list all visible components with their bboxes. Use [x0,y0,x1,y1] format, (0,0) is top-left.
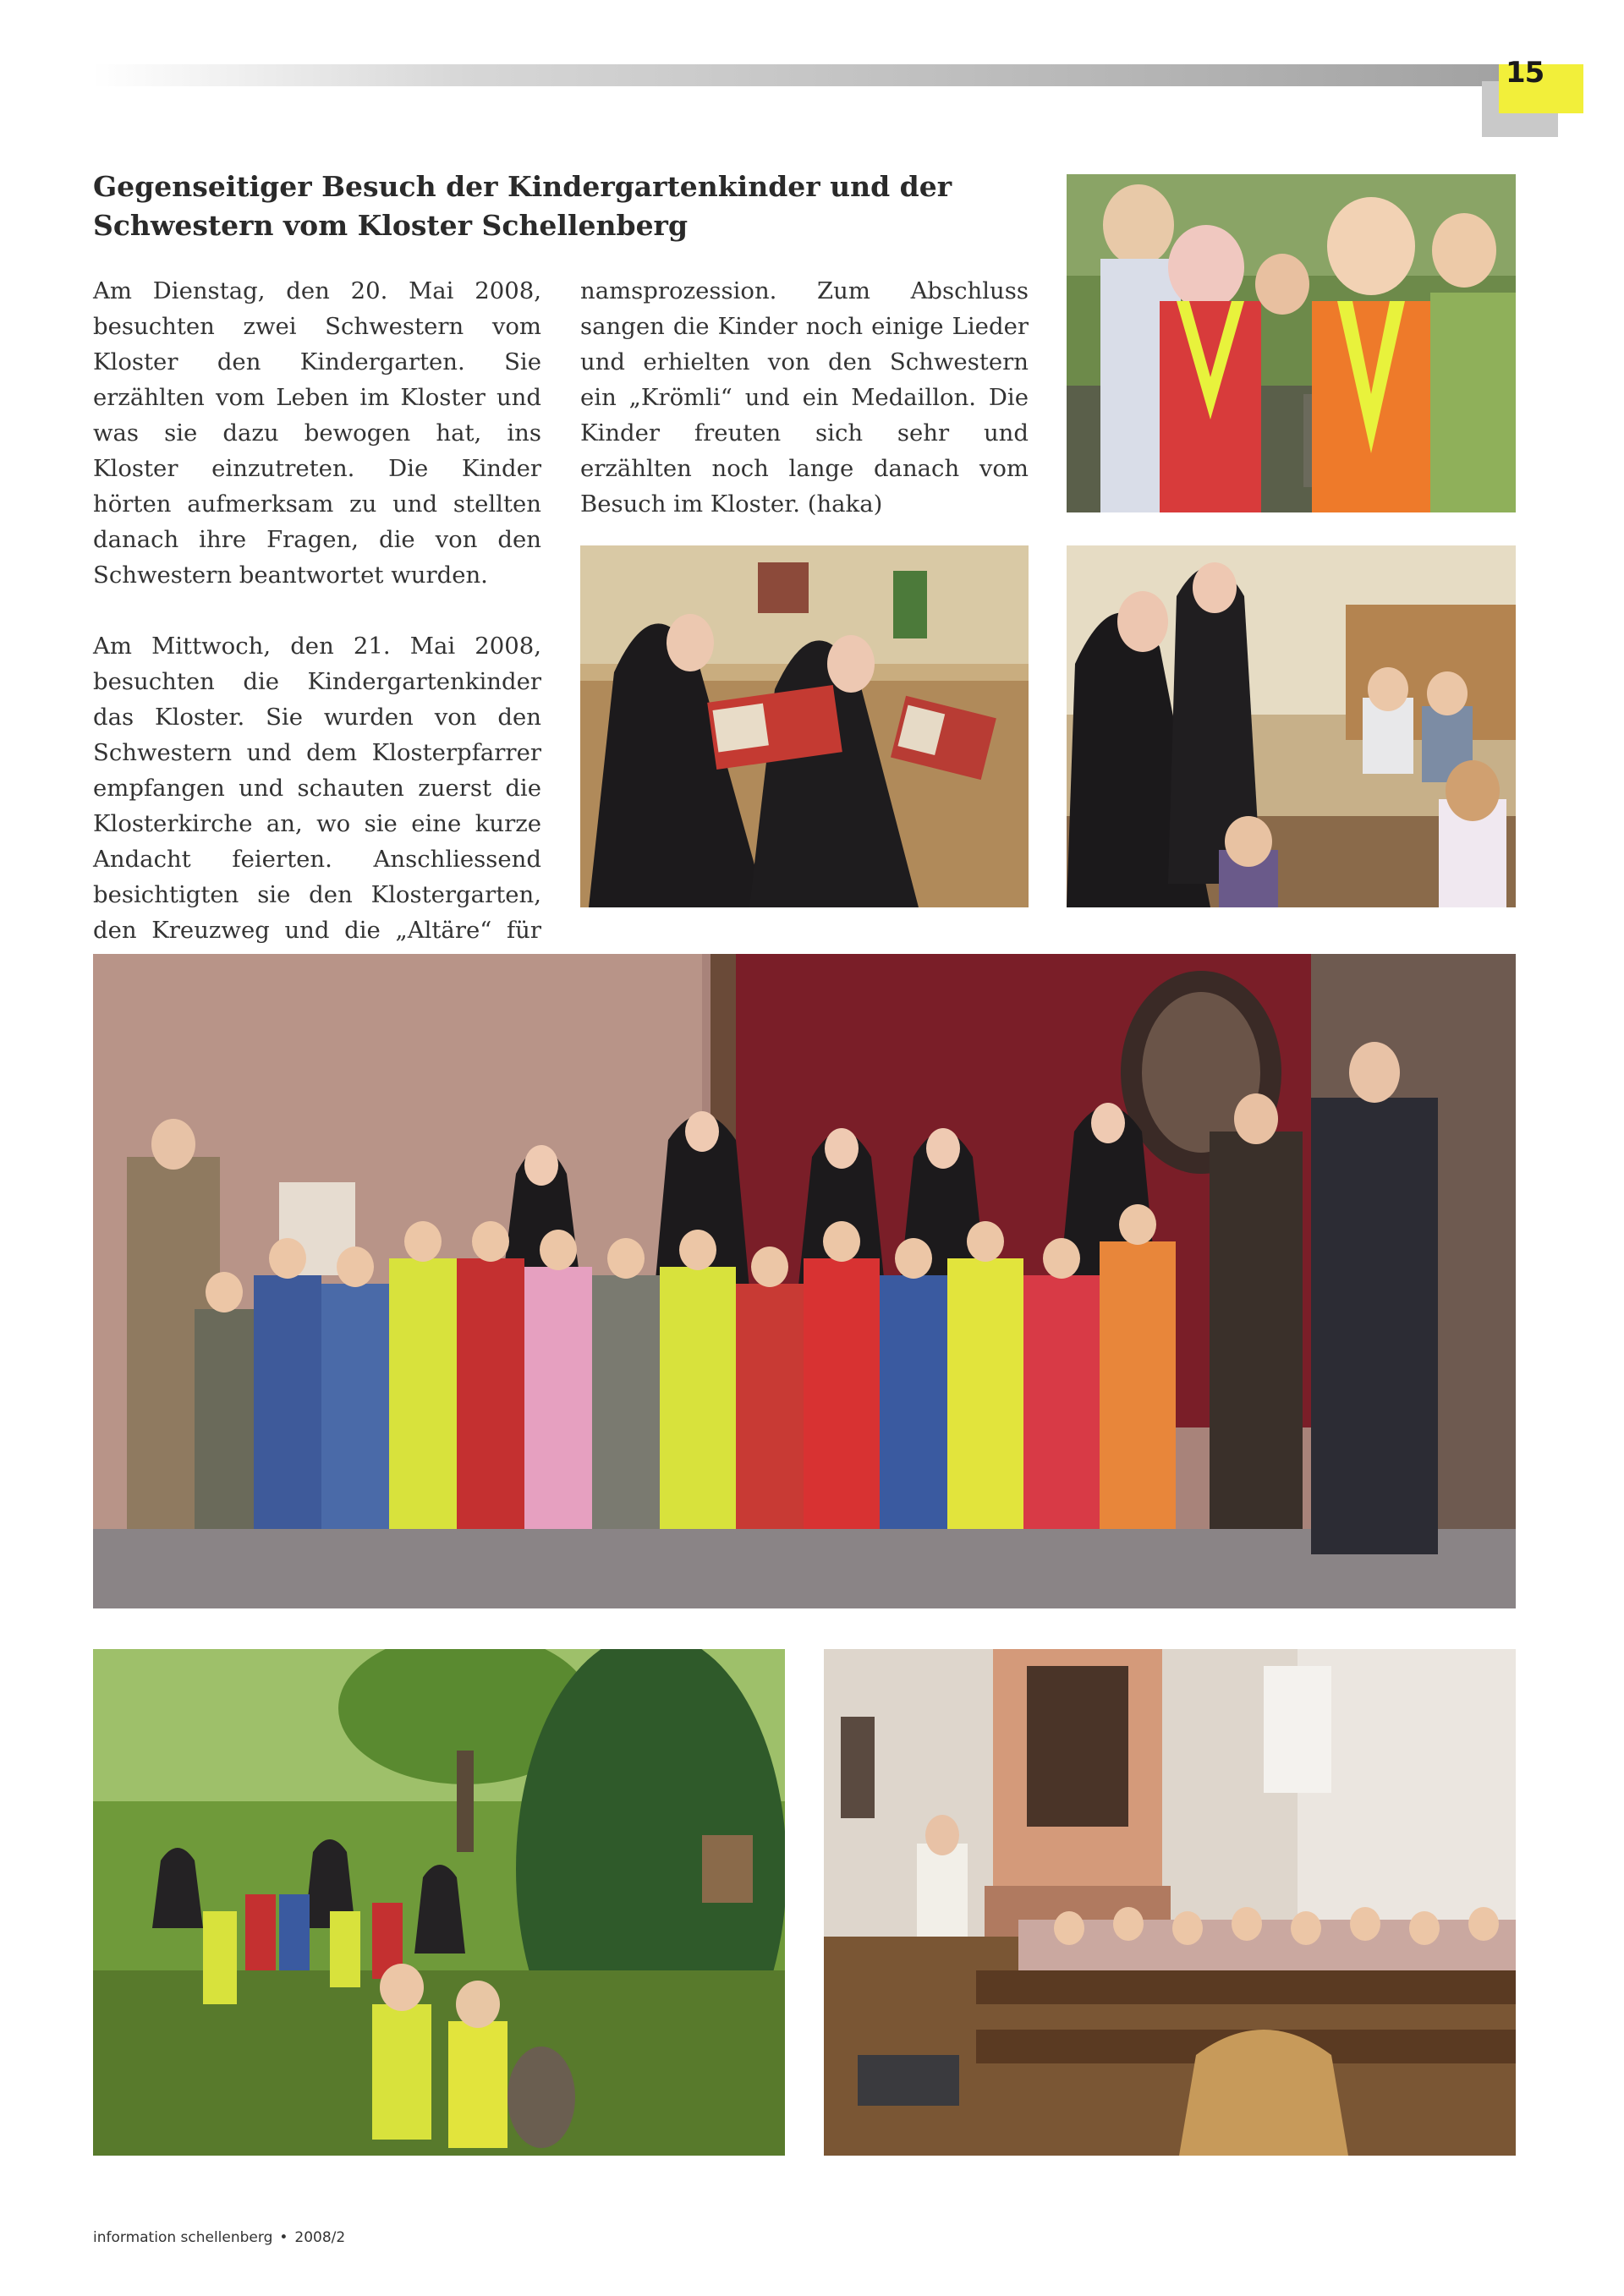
photo-children-outdoors [1067,174,1516,512]
photo-children-walking-meadow [93,1649,785,2156]
photo-group-in-front-of-kloster [93,954,1516,1608]
text-column-left [93,273,541,984]
photo-children-in-chapel [824,1649,1516,2156]
paragraph-visit-kloster: Am Mittwoch, den 21. Mai 2008, besuchten die Kindergartenkinder das Kloster. Sie wurden von den Schwestern und dem Klosterpfarrer empfangen und schauten zuerst die Klosterkirche an, wo sie eine kurze Andacht feierten. Anschliessend besichtigten sie den Klostergarten, den Kreuzweg und die „Altäre“ für [93,633,541,944]
footer-publication: information schellenberg [93,2229,273,2246]
article-title: Gegenseitiger Besuch der Kindergartenkinder und der Schwestern vom Kloster Schellenberg [93,170,952,242]
page-number: 15 [1506,56,1544,90]
paragraph-visit-kindergarten: Am Dienstag, den 20. Mai 2008, besuchten zwei Schwestern vom Kloster den Kindergarten. Sie erzählten vom Leben im Kloster und was sie dazu bewogen hat, ins Kloster einzutreten. Die Kinder hörten aufmerksam zu und stellten danach ihre Fragen, die von den Schwestern beantwortet wurden. [93,277,541,589]
photo-sisters-with-booklet [580,545,1029,907]
footer-separator: • [279,2229,288,2246]
footer [93,2229,345,2246]
photo-sisters-greeting-children [1067,545,1516,907]
text-column-right [580,273,1029,522]
paragraph-visit-kloster-continued: namsprozession. Zum Abschluss sangen die Kinder noch einige Lieder und erhielten von den Schwestern ein „Krömli“ und ein Medaillon. Die Kinder freuten sich sehr und erzählten noch lange danach vom Besuch im Kloster. (haka) [580,277,1029,518]
footer-issue: 2008/2 [294,2229,346,2246]
header-gradient-bar [93,64,1582,86]
